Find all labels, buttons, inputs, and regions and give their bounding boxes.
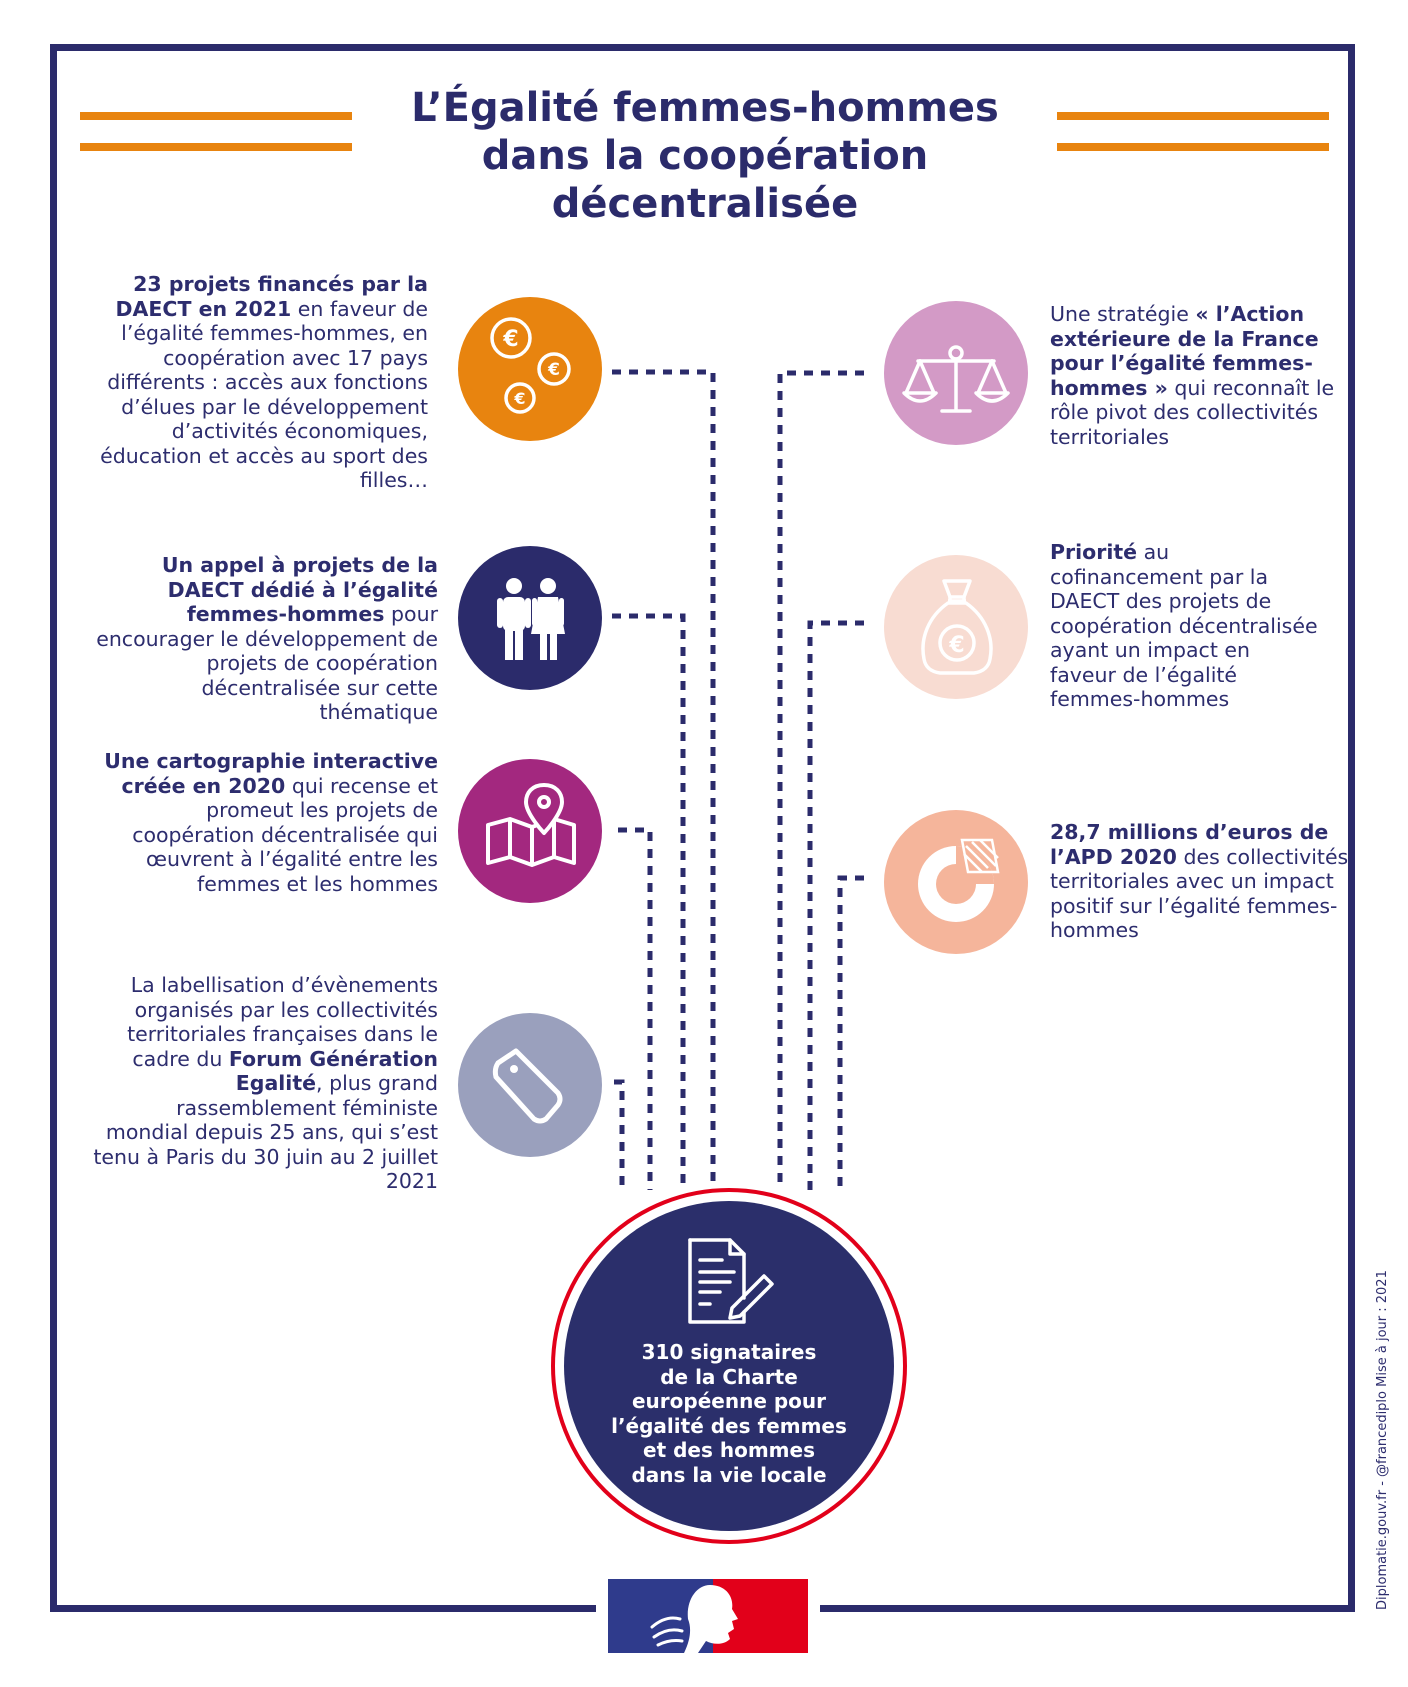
left-item-4-text: [90, 973, 438, 1194]
connector-line: [614, 1082, 622, 1190]
pie-circle: [884, 810, 1028, 954]
title-line-1: L’Égalité femmes-hommes: [411, 85, 999, 131]
people-circle: [458, 546, 602, 690]
right-item-3-text: [1050, 820, 1350, 943]
left-item-2-bold: Un appel à projets de la DAECT dédié à l’égalité femmes-hommes: [161, 553, 438, 626]
marianne-profile-icon: [648, 1579, 758, 1653]
right-item-2-text: [1050, 540, 1320, 712]
title-line-2: dans la coopération décentralisée: [481, 133, 929, 227]
man-woman-icon: [458, 546, 602, 690]
charter-line: l’égalité des femmes: [611, 1413, 847, 1438]
left-item-3-text: [80, 749, 438, 896]
tag-icon: [458, 1013, 602, 1157]
right-item-3-rest: des collectivités territoriales avec un impact positif sur l’égalité femmes-hommes: [1050, 844, 1349, 942]
svg-text:€: €: [514, 389, 526, 408]
left-item-4-bold: Forum Génération Egalité: [228, 1046, 438, 1095]
left-item-3-bold: Une cartographie interactive créée en 2020: [104, 749, 438, 798]
credit-text: Diplomatie.gouv.fr - @francediplo Mise à jour : 2021: [1375, 1270, 1390, 1610]
money-bag-euro-icon: [884, 555, 1028, 699]
connector-line: [612, 372, 713, 1190]
left-item-1-bold: 23 projets financés par la DAECT en 2021: [115, 272, 428, 321]
right-item-1-bold: « l’Action extérieure de la France pour l’égalité femmes-hommes »: [1050, 302, 1319, 400]
map-circle: [458, 759, 602, 903]
scales-icon: [884, 301, 1028, 445]
right-item-2-bold: Priorité: [1050, 540, 1138, 564]
charter-text: [600, 1340, 858, 1487]
charter-line: européenne pour: [631, 1389, 826, 1413]
charter-line: dans la vie locale: [631, 1462, 827, 1487]
connector-line: [840, 878, 864, 1190]
tag-circle: [458, 1013, 602, 1157]
marianne-logo-icon: [608, 1579, 808, 1653]
charter-line: 310 signataires: [641, 1340, 817, 1364]
money-bag-circle: [884, 555, 1028, 699]
map-pin-icon: [458, 759, 602, 903]
right-item-2-rest: au cofinancement par la DAECT des projets de coopération décentralisée ayant un impact en faveur de l’égalité femmes-hommes: [1050, 540, 1318, 711]
connector-line: [618, 830, 650, 1190]
connector-line: [780, 373, 864, 1190]
left-item-4-before: La labellisation d’évènements organisés par les collectivités territoriales françaises dans le cadre du: [127, 973, 438, 1071]
left-item-1-rest: en faveur de l’égalité femmes-hommes, en coopération avec 17 pays différents : accès aux fonctions d’élues par le développement d’activités économiques, éducation et accès au sport des filles…: [100, 296, 428, 492]
charter-line: et des hommes: [643, 1438, 815, 1462]
charter-line: de la Charte: [660, 1364, 798, 1389]
right-item-1-rest: qui reconnaît le rôle pivot des collectivités territoriales: [1050, 375, 1335, 449]
svg-text:€: €: [949, 633, 965, 658]
document-pen-icon: [684, 1238, 784, 1328]
right-item-3-bold: 28,7 millions d’euros de l’APD 2020: [1050, 820, 1329, 869]
coins-euro-icon: [458, 297, 602, 441]
connector-line: [810, 623, 864, 1190]
scales-circle: [884, 301, 1028, 445]
left-item-4-rest: , plus grand rassemblement féministe mondial depuis 25 ans, qui s’est tenu à Paris du 30 juin au 2 juillet 2021: [93, 1071, 438, 1193]
coins-circle: [458, 297, 602, 441]
pie-chart-icon: [884, 810, 1028, 954]
right-item-1-text: [1050, 302, 1350, 449]
left-item-2-text: [80, 553, 438, 725]
svg-text:€: €: [548, 360, 560, 380]
left-item-2-rest: pour encourager le développement de projets de coopération décentralisée sur cette thématique: [96, 602, 438, 724]
left-item-1-text: [80, 272, 428, 493]
left-item-3-rest: qui recense et promeut les projets de coopération décentralisée qui œuvrent à l’égalité entre les femmes et les hommes: [132, 773, 438, 896]
svg-text:€: €: [503, 327, 519, 352]
right-item-1-before: Une stratégie: [1050, 302, 1196, 326]
